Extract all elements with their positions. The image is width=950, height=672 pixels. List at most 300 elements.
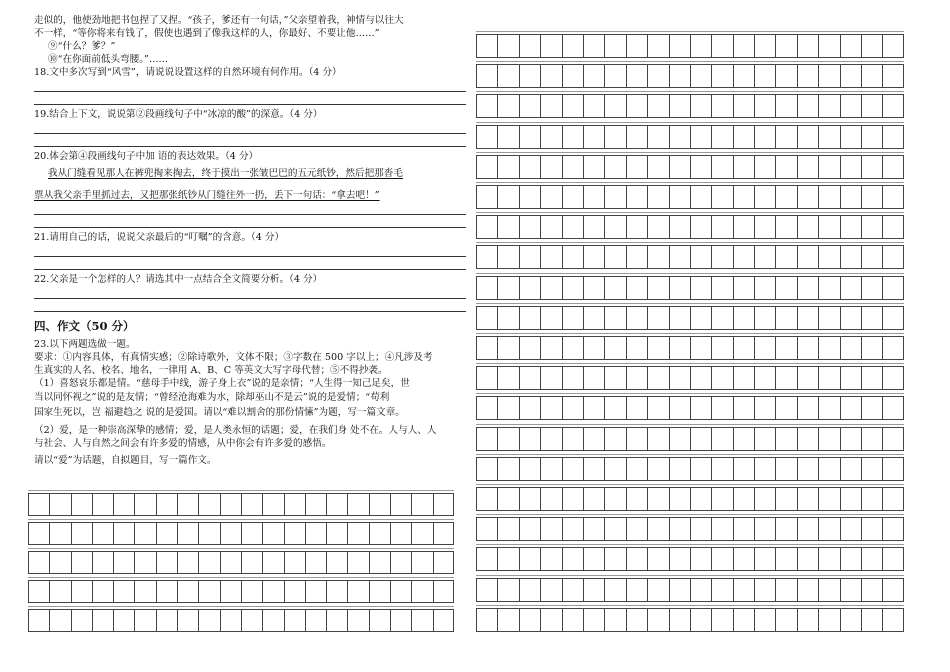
grid-cell[interactable] — [433, 581, 454, 602]
grid-cell[interactable] — [177, 552, 198, 573]
grid-cell[interactable] — [754, 428, 775, 450]
grid-cell[interactable] — [583, 337, 604, 359]
grid-cell[interactable] — [476, 277, 497, 299]
grid-cell[interactable] — [840, 458, 861, 480]
grid-cell[interactable] — [562, 307, 583, 329]
grid-cell[interactable] — [262, 523, 283, 544]
grid-cell[interactable] — [262, 552, 283, 573]
answer-line[interactable] — [34, 299, 466, 312]
grid-cell[interactable] — [71, 581, 92, 602]
grid-cell[interactable] — [733, 397, 754, 419]
grid-cell[interactable] — [861, 428, 882, 450]
grid-cell[interactable] — [284, 552, 305, 573]
grid-cell[interactable] — [583, 65, 604, 87]
grid-cell[interactable] — [647, 367, 668, 389]
grid-cell[interactable] — [540, 35, 561, 57]
grid-cell[interactable] — [711, 307, 732, 329]
grid-cell[interactable] — [669, 579, 690, 601]
grid-cell[interactable] — [711, 397, 732, 419]
grid-cell[interactable] — [28, 581, 49, 602]
grid-cell[interactable] — [882, 95, 903, 117]
grid-cell[interactable] — [497, 488, 518, 510]
grid-row[interactable] — [476, 276, 904, 300]
grid-cell[interactable] — [497, 277, 518, 299]
grid-cell[interactable] — [411, 494, 432, 515]
grid-cell[interactable] — [690, 428, 711, 450]
grid-cell[interactable] — [497, 156, 518, 178]
grid-cell[interactable] — [797, 337, 818, 359]
grid-cell[interactable] — [562, 579, 583, 601]
grid-cell[interactable] — [882, 518, 903, 540]
grid-cell[interactable] — [690, 518, 711, 540]
grid-cell[interactable] — [562, 216, 583, 238]
grid-cell[interactable] — [861, 397, 882, 419]
grid-cell[interactable] — [497, 95, 518, 117]
grid-cell[interactable] — [669, 548, 690, 570]
grid-cell[interactable] — [840, 397, 861, 419]
grid-cell[interactable] — [326, 581, 347, 602]
grid-cell[interactable] — [733, 458, 754, 480]
answer-line[interactable] — [34, 244, 466, 257]
grid-row[interactable] — [476, 64, 904, 88]
grid-cell[interactable] — [669, 246, 690, 268]
grid-cell[interactable] — [476, 428, 497, 450]
grid-cell[interactable] — [262, 494, 283, 515]
grid-cell[interactable] — [775, 95, 796, 117]
grid-cell[interactable] — [647, 277, 668, 299]
grid-cell[interactable] — [861, 277, 882, 299]
grid-cell[interactable] — [604, 548, 625, 570]
grid-cell[interactable] — [134, 581, 155, 602]
grid-cell[interactable] — [775, 216, 796, 238]
grid-cell[interactable] — [690, 367, 711, 389]
grid-cell[interactable] — [562, 126, 583, 148]
grid-cell[interactable] — [156, 523, 177, 544]
grid-row[interactable] — [476, 306, 904, 330]
grid-cell[interactable] — [604, 126, 625, 148]
grid-cell[interactable] — [797, 488, 818, 510]
grid-cell[interactable] — [690, 609, 711, 631]
grid-cell[interactable] — [583, 428, 604, 450]
grid-cell[interactable] — [754, 307, 775, 329]
grid-cell[interactable] — [840, 95, 861, 117]
grid-cell[interactable] — [497, 307, 518, 329]
grid-cell[interactable] — [92, 581, 113, 602]
grid-cell[interactable] — [390, 494, 411, 515]
grid-cell[interactable] — [861, 65, 882, 87]
grid-cell[interactable] — [476, 216, 497, 238]
grid-cell[interactable] — [775, 548, 796, 570]
grid-cell[interactable] — [882, 488, 903, 510]
grid-cell[interactable] — [882, 216, 903, 238]
grid-cell[interactable] — [690, 397, 711, 419]
grid-cell[interactable] — [733, 186, 754, 208]
grid-cell[interactable] — [711, 186, 732, 208]
grid-cell[interactable] — [882, 337, 903, 359]
grid-cell[interactable] — [775, 367, 796, 389]
grid-cell[interactable] — [604, 488, 625, 510]
grid-cell[interactable] — [840, 337, 861, 359]
grid-cell[interactable] — [220, 523, 241, 544]
grid-cell[interactable] — [818, 609, 839, 631]
grid-cell[interactable] — [818, 216, 839, 238]
grid-cell[interactable] — [220, 552, 241, 573]
grid-cell[interactable] — [411, 523, 432, 544]
grid-row[interactable] — [28, 493, 454, 516]
grid-cell[interactable] — [775, 65, 796, 87]
grid-cell[interactable] — [113, 523, 134, 544]
grid-cell[interactable] — [198, 552, 219, 573]
grid-cell[interactable] — [540, 126, 561, 148]
grid-cell[interactable] — [540, 337, 561, 359]
grid-cell[interactable] — [220, 581, 241, 602]
grid-cell[interactable] — [775, 579, 796, 601]
grid-cell[interactable] — [604, 277, 625, 299]
grid-cell[interactable] — [519, 518, 540, 540]
grid-cell[interactable] — [583, 156, 604, 178]
grid-cell[interactable] — [690, 277, 711, 299]
grid-cell[interactable] — [519, 156, 540, 178]
grid-cell[interactable] — [540, 397, 561, 419]
grid-cell[interactable] — [733, 126, 754, 148]
grid-cell[interactable] — [604, 367, 625, 389]
grid-cell[interactable] — [797, 428, 818, 450]
grid-cell[interactable] — [754, 488, 775, 510]
grid-cell[interactable] — [562, 458, 583, 480]
grid-cell[interactable] — [754, 35, 775, 57]
grid-cell[interactable] — [134, 523, 155, 544]
grid-cell[interactable] — [583, 307, 604, 329]
grid-cell[interactable] — [497, 65, 518, 87]
grid-cell[interactable] — [647, 458, 668, 480]
grid-row[interactable] — [28, 522, 454, 545]
grid-cell[interactable] — [775, 609, 796, 631]
grid-cell[interactable] — [818, 307, 839, 329]
grid-cell[interactable] — [861, 216, 882, 238]
grid-cell[interactable] — [797, 307, 818, 329]
grid-cell[interactable] — [497, 428, 518, 450]
grid-cell[interactable] — [733, 35, 754, 57]
grid-cell[interactable] — [711, 277, 732, 299]
grid-cell[interactable] — [626, 548, 647, 570]
grid-cell[interactable] — [626, 579, 647, 601]
grid-cell[interactable] — [861, 609, 882, 631]
grid-cell[interactable] — [92, 494, 113, 515]
grid-cell[interactable] — [604, 428, 625, 450]
grid-cell[interactable] — [347, 581, 368, 602]
grid-cell[interactable] — [49, 610, 70, 631]
grid-cell[interactable] — [604, 458, 625, 480]
grid-cell[interactable] — [669, 277, 690, 299]
grid-cell[interactable] — [882, 428, 903, 450]
grid-cell[interactable] — [733, 307, 754, 329]
grid-cell[interactable] — [347, 494, 368, 515]
grid-cell[interactable] — [626, 126, 647, 148]
grid-cell[interactable] — [177, 494, 198, 515]
grid-cell[interactable] — [626, 428, 647, 450]
grid-cell[interactable] — [818, 579, 839, 601]
grid-cell[interactable] — [647, 397, 668, 419]
grid-cell[interactable] — [797, 65, 818, 87]
grid-cell[interactable] — [497, 126, 518, 148]
grid-cell[interactable] — [818, 126, 839, 148]
grid-row[interactable] — [28, 551, 454, 574]
grid-cell[interactable] — [775, 186, 796, 208]
grid-cell[interactable] — [711, 518, 732, 540]
grid-cell[interactable] — [262, 581, 283, 602]
grid-cell[interactable] — [840, 609, 861, 631]
grid-cell[interactable] — [71, 523, 92, 544]
grid-cell[interactable] — [669, 458, 690, 480]
grid-cell[interactable] — [347, 523, 368, 544]
grid-cell[interactable] — [797, 95, 818, 117]
grid-cell[interactable] — [497, 458, 518, 480]
grid-cell[interactable] — [775, 246, 796, 268]
grid-cell[interactable] — [711, 95, 732, 117]
grid-cell[interactable] — [326, 552, 347, 573]
grid-cell[interactable] — [754, 216, 775, 238]
grid-cell[interactable] — [476, 397, 497, 419]
grid-cell[interactable] — [347, 552, 368, 573]
grid-cell[interactable] — [754, 458, 775, 480]
grid-cell[interactable] — [840, 35, 861, 57]
grid-cell[interactable] — [711, 337, 732, 359]
grid-cell[interactable] — [647, 35, 668, 57]
grid-cell[interactable] — [669, 35, 690, 57]
grid-cell[interactable] — [583, 488, 604, 510]
grid-cell[interactable] — [818, 65, 839, 87]
grid-cell[interactable] — [583, 216, 604, 238]
grid-cell[interactable] — [284, 494, 305, 515]
grid-cell[interactable] — [669, 337, 690, 359]
grid-cell[interactable] — [476, 156, 497, 178]
grid-cell[interactable] — [669, 518, 690, 540]
grid-cell[interactable] — [113, 552, 134, 573]
grid-cell[interactable] — [754, 126, 775, 148]
grid-cell[interactable] — [690, 95, 711, 117]
grid-cell[interactable] — [797, 518, 818, 540]
grid-row[interactable] — [476, 608, 904, 632]
grid-cell[interactable] — [690, 458, 711, 480]
grid-cell[interactable] — [775, 488, 796, 510]
grid-cell[interactable] — [583, 458, 604, 480]
grid-cell[interactable] — [861, 246, 882, 268]
grid-cell[interactable] — [71, 610, 92, 631]
grid-cell[interactable] — [626, 367, 647, 389]
grid-cell[interactable] — [562, 518, 583, 540]
grid-cell[interactable] — [647, 156, 668, 178]
grid-cell[interactable] — [198, 523, 219, 544]
grid-cell[interactable] — [775, 518, 796, 540]
grid-cell[interactable] — [583, 579, 604, 601]
grid-cell[interactable] — [840, 488, 861, 510]
grid-cell[interactable] — [562, 65, 583, 87]
grid-cell[interactable] — [156, 494, 177, 515]
grid-cell[interactable] — [733, 488, 754, 510]
grid-cell[interactable] — [733, 579, 754, 601]
grid-row[interactable] — [476, 487, 904, 511]
grid-cell[interactable] — [797, 156, 818, 178]
grid-cell[interactable] — [433, 610, 454, 631]
grid-cell[interactable] — [262, 610, 283, 631]
grid-cell[interactable] — [540, 277, 561, 299]
grid-cell[interactable] — [604, 246, 625, 268]
grid-cell[interactable] — [647, 518, 668, 540]
grid-cell[interactable] — [669, 126, 690, 148]
grid-cell[interactable] — [583, 186, 604, 208]
grid-cell[interactable] — [754, 156, 775, 178]
grid-cell[interactable] — [733, 337, 754, 359]
grid-cell[interactable] — [519, 458, 540, 480]
grid-row[interactable] — [476, 457, 904, 481]
grid-cell[interactable] — [497, 579, 518, 601]
grid-cell[interactable] — [113, 581, 134, 602]
grid-cell[interactable] — [583, 277, 604, 299]
grid-row[interactable] — [476, 125, 904, 149]
grid-cell[interactable] — [519, 609, 540, 631]
grid-cell[interactable] — [733, 246, 754, 268]
grid-cell[interactable] — [562, 95, 583, 117]
grid-row[interactable] — [476, 155, 904, 179]
grid-cell[interactable] — [647, 488, 668, 510]
answer-line[interactable] — [34, 202, 466, 215]
grid-cell[interactable] — [861, 307, 882, 329]
grid-cell[interactable] — [28, 552, 49, 573]
grid-cell[interactable] — [198, 581, 219, 602]
grid-cell[interactable] — [583, 246, 604, 268]
grid-cell[interactable] — [626, 609, 647, 631]
grid-cell[interactable] — [241, 523, 262, 544]
grid-cell[interactable] — [540, 156, 561, 178]
grid-cell[interactable] — [369, 610, 390, 631]
grid-cell[interactable] — [433, 552, 454, 573]
grid-cell[interactable] — [882, 367, 903, 389]
grid-cell[interactable] — [754, 277, 775, 299]
grid-cell[interactable] — [733, 367, 754, 389]
grid-cell[interactable] — [177, 581, 198, 602]
grid-cell[interactable] — [797, 126, 818, 148]
grid-cell[interactable] — [519, 548, 540, 570]
grid-cell[interactable] — [647, 216, 668, 238]
grid-cell[interactable] — [583, 518, 604, 540]
grid-cell[interactable] — [647, 548, 668, 570]
grid-cell[interactable] — [775, 156, 796, 178]
grid-cell[interactable] — [861, 518, 882, 540]
grid-cell[interactable] — [562, 35, 583, 57]
grid-cell[interactable] — [669, 156, 690, 178]
grid-cell[interactable] — [476, 337, 497, 359]
grid-cell[interactable] — [626, 337, 647, 359]
grid-cell[interactable] — [797, 609, 818, 631]
grid-cell[interactable] — [497, 518, 518, 540]
grid-cell[interactable] — [497, 216, 518, 238]
grid-cell[interactable] — [669, 428, 690, 450]
grid-cell[interactable] — [241, 494, 262, 515]
grid-cell[interactable] — [497, 367, 518, 389]
grid-cell[interactable] — [840, 156, 861, 178]
grid-cell[interactable] — [647, 186, 668, 208]
grid-cell[interactable] — [519, 95, 540, 117]
grid-cell[interactable] — [818, 458, 839, 480]
grid-cell[interactable] — [583, 126, 604, 148]
grid-cell[interactable] — [690, 65, 711, 87]
grid-cell[interactable] — [369, 523, 390, 544]
grid-cell[interactable] — [519, 428, 540, 450]
grid-cell[interactable] — [775, 35, 796, 57]
grid-cell[interactable] — [284, 523, 305, 544]
grid-cell[interactable] — [326, 494, 347, 515]
grid-cell[interactable] — [818, 367, 839, 389]
grid-cell[interactable] — [861, 548, 882, 570]
grid-cell[interactable] — [797, 367, 818, 389]
grid-cell[interactable] — [583, 548, 604, 570]
grid-cell[interactable] — [476, 548, 497, 570]
grid-cell[interactable] — [840, 579, 861, 601]
grid-cell[interactable] — [626, 397, 647, 419]
grid-cell[interactable] — [497, 609, 518, 631]
grid-cell[interactable] — [711, 246, 732, 268]
grid-row[interactable] — [476, 578, 904, 602]
grid-cell[interactable] — [647, 246, 668, 268]
grid-cell[interactable] — [626, 216, 647, 238]
grid-cell[interactable] — [797, 186, 818, 208]
grid-row[interactable] — [476, 517, 904, 541]
grid-cell[interactable] — [669, 397, 690, 419]
grid-cell[interactable] — [754, 609, 775, 631]
grid-cell[interactable] — [754, 548, 775, 570]
grid-cell[interactable] — [840, 246, 861, 268]
grid-cell[interactable] — [775, 277, 796, 299]
grid-cell[interactable] — [711, 156, 732, 178]
grid-cell[interactable] — [604, 518, 625, 540]
grid-cell[interactable] — [647, 65, 668, 87]
grid-cell[interactable] — [411, 552, 432, 573]
grid-cell[interactable] — [733, 216, 754, 238]
grid-cell[interactable] — [476, 95, 497, 117]
grid-cell[interactable] — [519, 367, 540, 389]
grid-cell[interactable] — [220, 610, 241, 631]
grid-cell[interactable] — [369, 494, 390, 515]
grid-cell[interactable] — [604, 579, 625, 601]
grid-cell[interactable] — [861, 156, 882, 178]
grid-cell[interactable] — [690, 548, 711, 570]
grid-cell[interactable] — [28, 610, 49, 631]
grid-cell[interactable] — [540, 458, 561, 480]
grid-cell[interactable] — [198, 610, 219, 631]
grid-cell[interactable] — [390, 610, 411, 631]
grid-cell[interactable] — [840, 518, 861, 540]
grid-cell[interactable] — [711, 35, 732, 57]
grid-cell[interactable] — [476, 246, 497, 268]
grid-cell[interactable] — [733, 95, 754, 117]
grid-cell[interactable] — [840, 428, 861, 450]
grid-cell[interactable] — [818, 277, 839, 299]
grid-cell[interactable] — [882, 548, 903, 570]
grid-cell[interactable] — [562, 548, 583, 570]
grid-cell[interactable] — [647, 126, 668, 148]
grid-cell[interactable] — [882, 458, 903, 480]
grid-cell[interactable] — [882, 579, 903, 601]
grid-cell[interactable] — [604, 609, 625, 631]
grid-cell[interactable] — [733, 156, 754, 178]
grid-cell[interactable] — [433, 494, 454, 515]
grid-cell[interactable] — [818, 35, 839, 57]
grid-cell[interactable] — [71, 552, 92, 573]
grid-cell[interactable] — [305, 552, 326, 573]
grid-cell[interactable] — [690, 186, 711, 208]
grid-cell[interactable] — [540, 246, 561, 268]
grid-cell[interactable] — [797, 548, 818, 570]
